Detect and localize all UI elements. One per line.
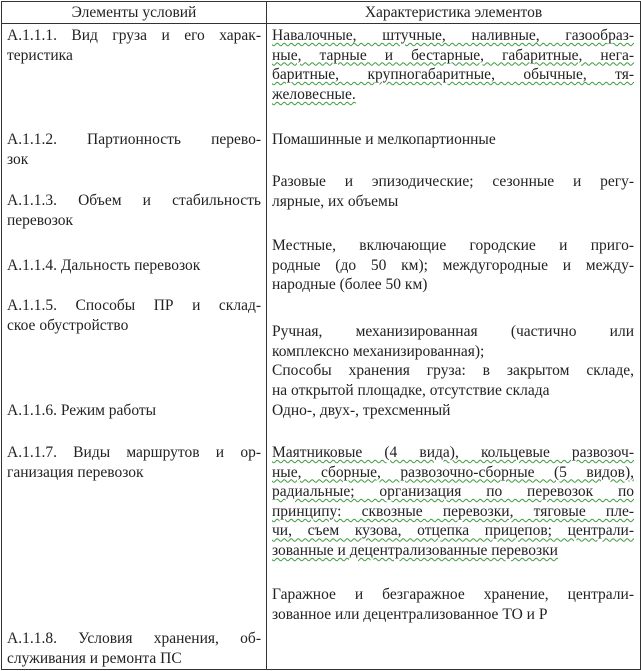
characteristic-line: комплексно механизированная); [272, 342, 485, 360]
element-line: А.1.1.8. Условия хранения, об- [7, 630, 261, 647]
characteristic-line: Ручная, механизированная (частично или [272, 323, 634, 340]
characteristic-line: Разовые и эпизодические; сезонные и регу- [272, 173, 634, 190]
characteristic-line: чи, съем кузова, отцепка прицепов; централи- [272, 522, 634, 540]
characteristic-line: баритные, крупногабаритные, обычные, тя- [272, 66, 634, 84]
characteristic-cell [272, 322, 634, 400]
characteristic-cell [272, 130, 634, 150]
characteristic-line: ные, сборные, развозочно-сборные (5 видов), [272, 463, 634, 481]
characteristic-line: Местные, включающие городские и приго- [272, 237, 634, 254]
element-line: зок [7, 150, 29, 168]
characteristic-line: зованные и децентрализованные перевозки [272, 541, 558, 559]
element-line: ганизация перевозок [7, 463, 144, 481]
characteristic-cell [272, 585, 634, 624]
element-cell [7, 26, 261, 65]
characteristic-cell [272, 401, 634, 421]
header-characteristics: Характеристика элементов [364, 4, 543, 21]
characteristic-line: Маятниковые (4 вида), кольцевые развозоч- [272, 444, 634, 461]
element-cell [7, 130, 261, 169]
element-line: служивания и ремонта ПС [7, 649, 182, 667]
table-header-row [2, 2, 640, 24]
column-divider [266, 2, 267, 669]
characteristic-line: Гаражное и безгаражное хранение, централи- [272, 586, 634, 603]
characteristic-cell [272, 236, 634, 295]
characteristic-line: радиальные; организация по перевозок по [272, 483, 634, 501]
characteristic-line: желовесные. [272, 85, 356, 103]
element-line: А.1.1.7. Виды маршрутов и ор- [7, 444, 261, 461]
characteristic-line: Одно-, двух-, трехсменный [272, 402, 451, 419]
characteristic-cell [272, 443, 634, 561]
characteristic-cell [272, 26, 634, 104]
element-cell [7, 629, 261, 668]
conditions-table [1, 1, 641, 670]
characteristic-line: Навалочные, штучные, наливные, газообраз- [272, 27, 634, 44]
element-cell [7, 256, 261, 276]
characteristic-cell [272, 172, 634, 211]
characteristic-line: на открытой площадке, отсутствие склада [272, 381, 550, 399]
characteristic-line: Помашинные и мелкопартионные [272, 131, 496, 148]
element-line: А.1.1.2. Партионность перево- [7, 131, 261, 148]
header-elements: Элементы условий [71, 4, 197, 21]
element-line: А.1.1.4. Дальность перевозок [7, 257, 201, 274]
element-cell [7, 296, 261, 335]
element-line: А.1.1.6. Режим работы [7, 402, 157, 419]
characteristic-line: принципу: сквозные перевозки, тяговые пле- [272, 502, 634, 520]
element-line: ское обустройство [7, 316, 129, 334]
characteristic-line: народные (более 50 км) [272, 276, 428, 294]
characteristic-line: Способы хранения груза: в закрытом складе, [272, 362, 634, 380]
element-line: А.1.1.1. Вид груза и его харак- [7, 27, 261, 44]
characteristic-line: родные (до 50 км); междугородные и между- [272, 256, 634, 274]
characteristic-line: ные, тарные и бестарные, габаритные, нега- [272, 46, 634, 64]
characteristic-line: лярные, их объемы [272, 192, 399, 210]
element-cell [7, 191, 261, 230]
element-cell [7, 443, 261, 482]
element-line: теристика [7, 46, 73, 64]
element-line: перевозок [7, 211, 74, 229]
element-line: А.1.1.5. Способы ПР и склад- [7, 297, 261, 314]
element-line: А.1.1.3. Объем и стабильность [7, 192, 261, 209]
characteristic-line: зованное или децентрализованное ТО и Р [272, 605, 548, 623]
element-cell [7, 401, 261, 421]
